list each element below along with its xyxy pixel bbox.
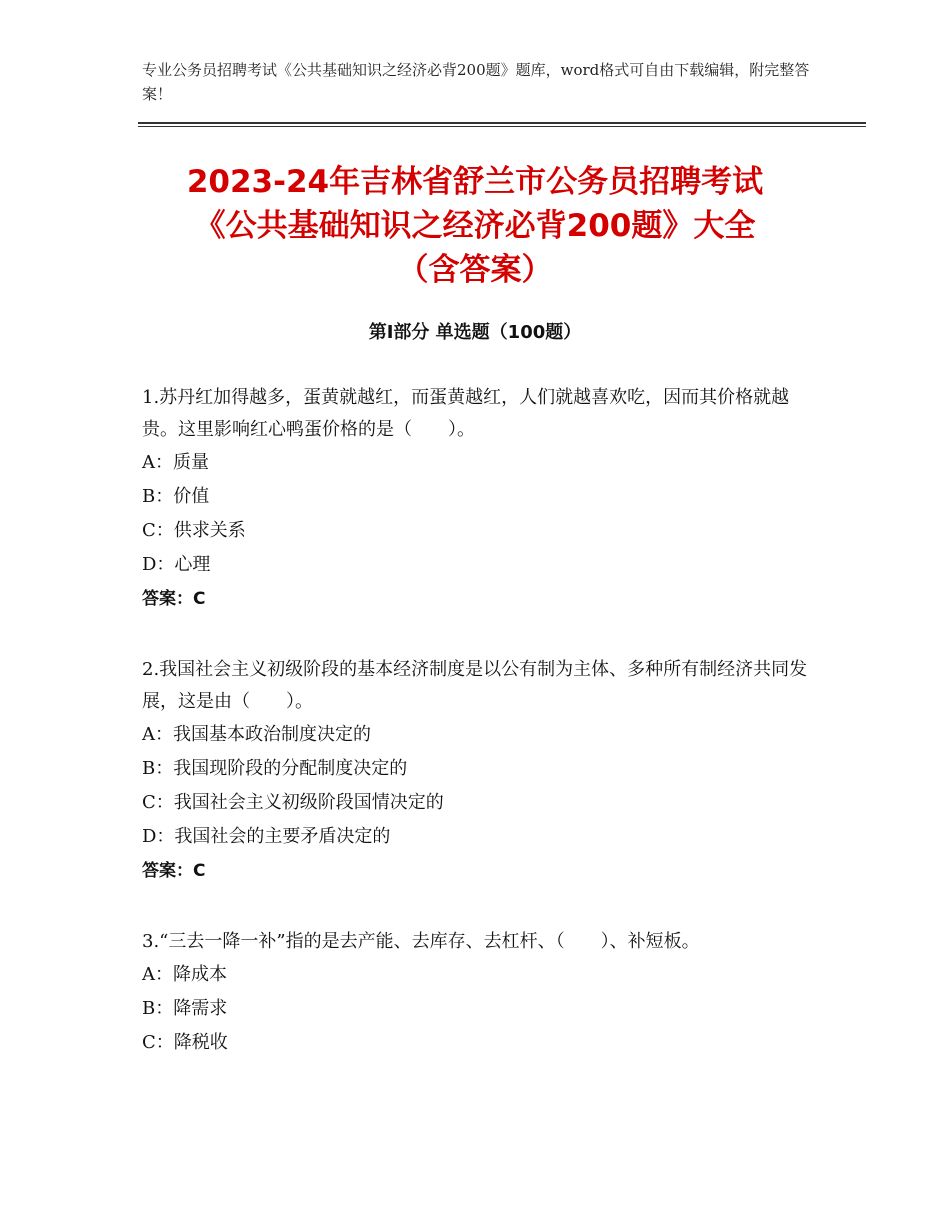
document-title [100, 160, 850, 292]
option-c: C：供求关系 [142, 520, 246, 541]
header-divider [138, 122, 866, 124]
question-1 [142, 382, 822, 616]
section-heading: 第Ⅰ部分 单选题（100题） [368, 322, 582, 343]
option-c: C：降税收 [142, 1032, 228, 1053]
question-2 [142, 654, 822, 888]
option-a: A：降成本 [142, 964, 227, 985]
option-c: C：我国社会主义初级阶段国情决定的 [142, 792, 444, 813]
title-line-3: （含答案） [397, 252, 553, 288]
header-divider-thin [138, 126, 866, 127]
title-line-2: 《公共基础知识之经济必背200题》大全 [194, 208, 756, 244]
option-a: A：质量 [142, 452, 209, 473]
answer: 答案：C [142, 861, 206, 881]
option-b: B：我国现阶段的分配制度决定的 [142, 758, 408, 779]
question-stem: 3.“三去一降一补”指的是去产能、去库存、去杠杆、（ ）、补短板。 [142, 931, 700, 952]
option-b: B：降需求 [142, 998, 228, 1019]
question-3 [142, 926, 822, 1060]
option-d: D：心理 [142, 554, 211, 575]
header-note: 专业公务员招聘考试《公共基础知识之经济必背200题》题库，word格式可自由下载编辑，附完整答案！ [142, 61, 810, 103]
question-stem: 1.苏丹红加得越多，蛋黄就越红，而蛋黄越红，人们就越喜欢吃，因而其价格就越贵。这里影响红心鸭蛋价格的是（ ）。 [142, 387, 790, 440]
option-a: A：我国基本政治制度决定的 [142, 724, 371, 745]
option-d: D：我国社会的主要矛盾决定的 [142, 826, 391, 847]
option-b: B：价值 [142, 486, 210, 507]
question-stem: 2.我国社会主义初级阶段的基本经济制度是以公有制为主体、多种所有制经济共同发展，这是由（ ）。 [142, 659, 808, 712]
answer: 答案：C [142, 589, 206, 609]
title-line-1: 2023-24年吉林省舒兰市公务员招聘考试 [186, 164, 764, 200]
